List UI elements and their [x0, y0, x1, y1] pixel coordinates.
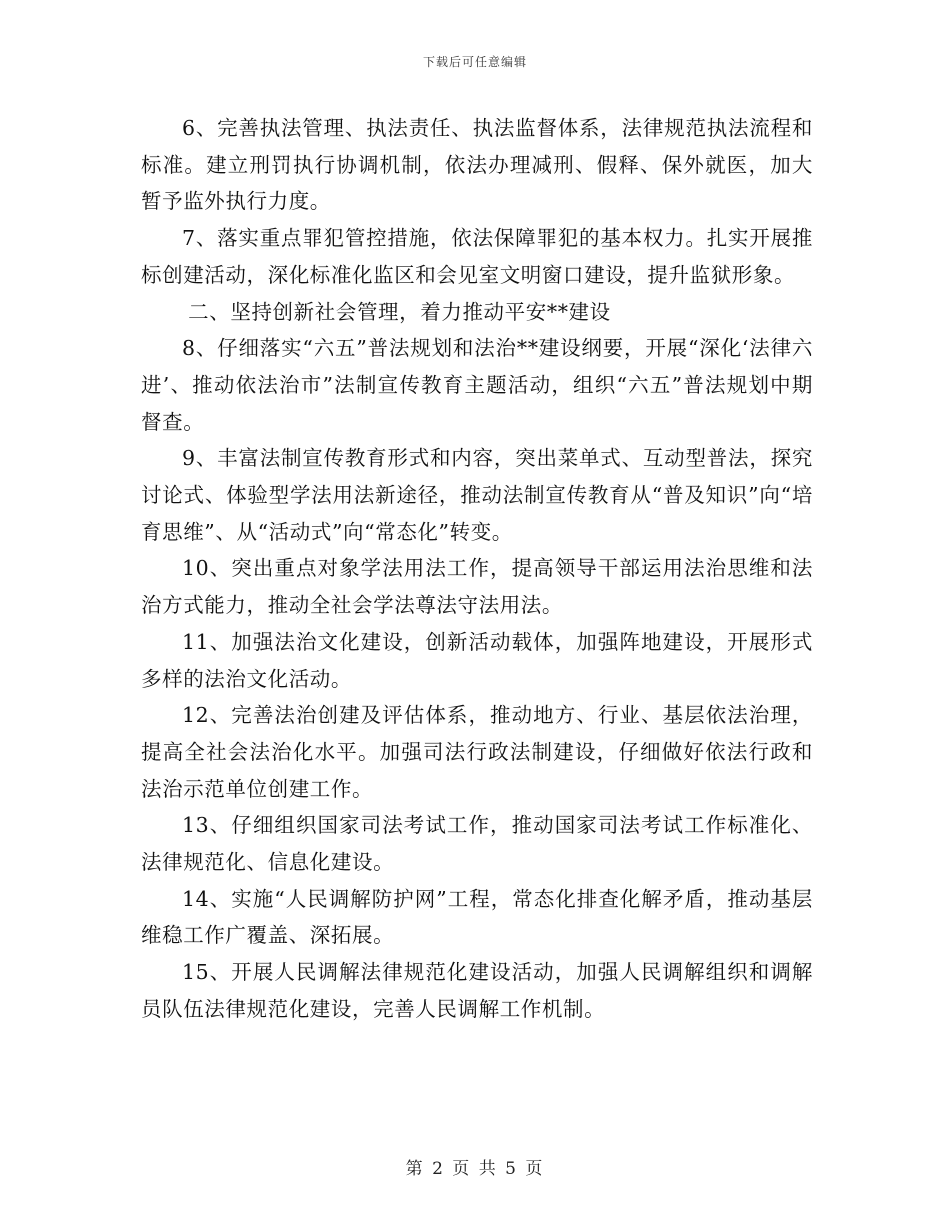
paragraph-8: 8、仔细落实“六五”普法规划和法治**建设纲要，开展“深化‘法律六进’、推动依法治市”法制宣传教育主题活动，组织“六五”普法规划中期督查。 — [141, 336, 813, 434]
paragraph-13: 13、仔细组织国家司法考试工作，推动国家司法考试工作标准化、法律规范化、信息化建设。 — [141, 813, 813, 875]
paragraph-12: 12、完善法治创建及评估体系，推动地方、行业、基层依法治理，提高全社会法治化水平。加强司法行政法制建设，仔细做好依法行政和法治示范单位创建工作。 — [141, 703, 813, 801]
paragraph-9: 9、丰富法制宣传教育形式和内容，突出菜单式、互动型普法，探究讨论式、体验型学法用法新途径，推动法制宣传教育从“普及知识”向“培育思维”、从“活动式”向“常态化”转变。 — [141, 446, 813, 544]
document-body — [141, 110, 813, 1028]
page-footer: 第 2 页 共 5 页 — [405, 1159, 545, 1179]
paragraph-14: 14、实施“人民调解防护网”工程，常态化排查化解矛盾，推动基层维稳工作广覆盖、深拓展。 — [141, 886, 813, 948]
page-header: 下载后可任意编辑 — [422, 55, 527, 69]
paragraph-7: 7、落实重点罪犯管控措施，依法保障罪犯的基本权力。扎实开展推标创建活动，深化标准化监区和会见室文明窗口建设，提升监狱形象。 — [141, 226, 813, 287]
paragraph-6: 6、完善执法管理、执法责任、执法监督体系，法律规范执法流程和标准。建立刑罚执行协调机制，依法办理减刑、假释、保外就医，加大暂予监外执行力度。 — [141, 116, 813, 214]
paragraph-11: 11、加强法治文化建设，创新活动载体，加强阵地建设，开展形式多样的法治文化活动。 — [141, 629, 813, 691]
paragraph-10: 10、突出重点对象学法用法工作，提高领导干部运用法治思维和法治方式能力，推动全社会学法尊法守法用法。 — [141, 556, 813, 618]
section-heading-2: 二、坚持创新社会管理，着力推动平安**建设 — [188, 299, 611, 324]
paragraph-15: 15、开展人民调解法律规范化建设活动，加强人民调解组织和调解员队伍法律规范化建设，完善人民调解工作机制。 — [141, 960, 813, 1021]
